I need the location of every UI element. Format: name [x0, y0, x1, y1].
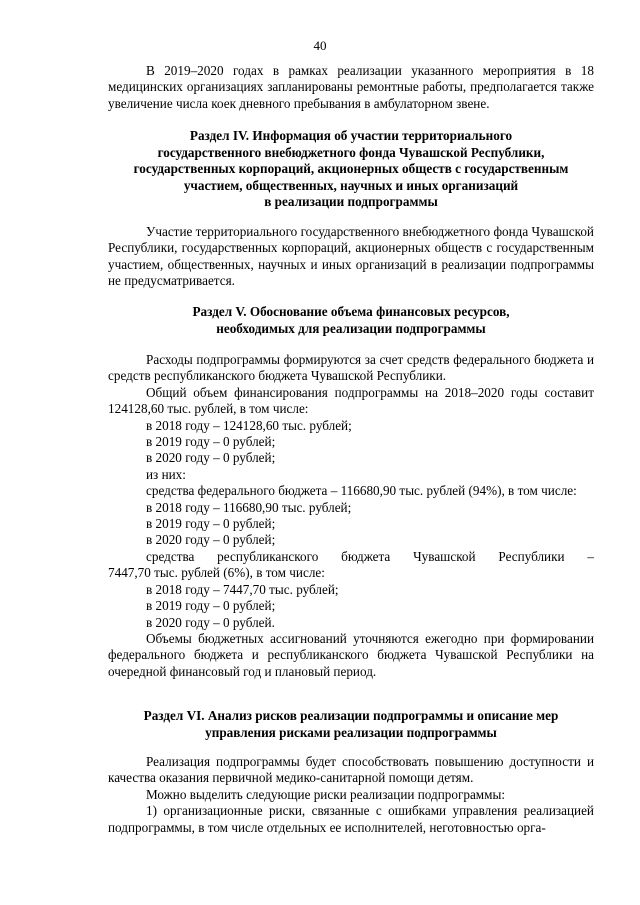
total-2018: в 2018 году – 124128,60 тыс. рублей; — [146, 417, 352, 433]
total-2019: в 2019 году – 0 рублей; — [146, 434, 276, 450]
federal-2020: в 2020 году – 0 рублей; — [146, 532, 276, 548]
section-5-paragraph-1: Расходы подпрограммы формируются за счет средств федерального бюджета и средств республиканского бюджета Чувашской Республики. — [108, 352, 594, 384]
page-number: 40 — [313, 38, 327, 53]
section-4-heading — [108, 128, 594, 211]
heading-line: необходимых для реализации подпрограммы — [216, 320, 486, 336]
republic-2019: в 2019 году – 0 рублей; — [146, 598, 276, 614]
heading-line: в реализации подпрограммы — [264, 194, 438, 210]
section-5-paragraph-last: Объемы бюджетных ассигнований уточняются ежегодно при формировании федерального бюджета и республиканского бюджета Чувашской Республики на очередной финансовый год и плановый период. — [108, 630, 594, 679]
heading-line: Раздел IV. Информация об участии территориального — [189, 128, 513, 143]
section-4-paragraph: Участие территориального государственного внебюджетного фонда Чувашской Республики, государственных корпораций, акционерных обществ с государственным участием, общественных, научных и иных организаций в реализации подпрограммы не предусматривается. — [108, 224, 594, 289]
heading-line: государственного внебюджетного фонда Чувашской Республики, — [157, 144, 545, 160]
of-them-label: из них: — [146, 466, 186, 482]
section-4-body — [108, 224, 594, 290]
republic-2018: в 2018 году – 7447,70 тыс. рублей; — [146, 581, 339, 597]
federal-2018: в 2018 году – 116680,90 тыс. рублей; — [146, 499, 352, 515]
heading-line: участием, общественных, научных и иных организаций — [183, 177, 519, 193]
federal-budget: средства федерального бюджета – 116680,90 тыс. рублей (94%), в том числе: — [146, 483, 577, 499]
republic-2020: в 2020 году – 0 рублей. — [146, 614, 275, 630]
section-6-paragraph-2: Можно выделить следующие риски реализации подпрограммы: — [146, 786, 506, 802]
section-6-paragraph-1: Реализация подпрограммы будет способствовать повышению доступности и качества оказания первичной медико-санитарной помощи детям. — [108, 754, 594, 786]
federal-2019: в 2019 году – 0 рублей; — [146, 516, 276, 532]
republic-budget-line-2: 7447,70 тыс. рублей (6%), в том числе: — [108, 565, 325, 581]
heading-line: Раздел VI. Анализ рисков реализации подпрограммы и описание мер — [143, 708, 559, 723]
republic-budget-line-1: средства республиканского бюджета Чувашской Республики – — [146, 548, 594, 564]
total-2020: в 2020 году – 0 рублей; — [146, 450, 276, 466]
intro-block — [108, 63, 594, 112]
heading-line: управления рисками реализации подпрограммы — [205, 724, 497, 740]
intro-paragraph: В 2019–2020 годах в рамках реализации указанного мероприятия в 18 медицинских организациях запланированы ремонтные работы, предполагается также увеличение числа коек дневного пребывания в амбулаторном звене. — [108, 63, 594, 111]
section-5-body — [108, 352, 594, 680]
section-6-body — [108, 754, 594, 836]
section-6-paragraph-3: 1) организационные риски, связанные с ошибками управления реализацией подпрограммы, в том числе отдельных ее исполнителей, неготовностью орга- — [108, 803, 594, 835]
section-5-paragraph-2: Общий объем финансирования подпрограммы на 2018–2020 годы составит 124128,60 тыс. рублей, в том числе: — [108, 384, 594, 417]
heading-line: государственных корпораций, акционерных обществ с государственным — [133, 161, 569, 177]
section-5-heading — [108, 304, 594, 337]
heading-line: Раздел V. Обоснование объема финансовых ресурсов, — [192, 304, 510, 319]
section-6-heading — [108, 708, 594, 741]
